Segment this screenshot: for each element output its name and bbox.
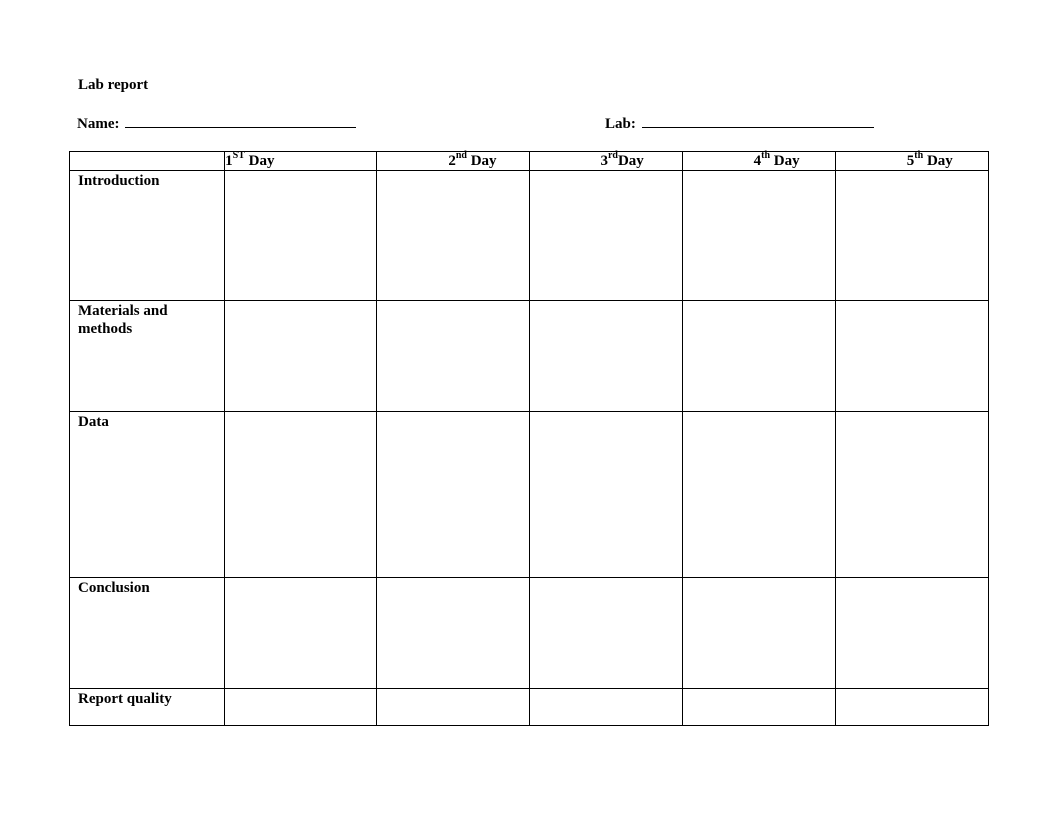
- page-title: Lab report: [78, 77, 149, 93]
- day-3-number: 3: [600, 153, 608, 169]
- day-3-suffix: rd: [607, 150, 618, 161]
- day-4-header: [682, 152, 835, 171]
- introduction-day-2-cell[interactable]: [377, 171, 530, 301]
- corner-cell: [70, 152, 225, 171]
- day-1-header: [225, 152, 377, 171]
- day-5-number: 5: [906, 153, 915, 169]
- day-1-suffix: ST: [232, 150, 245, 161]
- report-quality-label: Report quality: [70, 689, 225, 726]
- report-quality-day-5-cell[interactable]: [835, 689, 988, 726]
- data-day-3-cell[interactable]: [530, 412, 682, 578]
- name-label: Name:: [77, 116, 120, 132]
- report-grid: [69, 151, 989, 726]
- data-day-5-cell[interactable]: [835, 412, 988, 578]
- introduction-label: Introduction: [70, 171, 225, 301]
- materials-day-1-cell[interactable]: [225, 301, 377, 412]
- introduction-day-3-cell[interactable]: [530, 171, 682, 301]
- day-5-word: Day: [926, 153, 953, 169]
- introduction-day-5-cell[interactable]: [835, 171, 988, 301]
- materials-label: Materials and methods: [70, 301, 225, 412]
- name-blank-line[interactable]: [125, 113, 356, 128]
- materials-day-4-cell[interactable]: [682, 301, 835, 412]
- conclusion-day-4-cell[interactable]: [682, 578, 835, 689]
- materials-day-5-cell[interactable]: [835, 301, 988, 412]
- report-quality-day-3-cell[interactable]: [530, 689, 682, 726]
- day-2-header: [377, 152, 530, 171]
- conclusion-day-2-cell[interactable]: [377, 578, 530, 689]
- conclusion-day-3-cell[interactable]: [530, 578, 682, 689]
- day-5-header: [835, 152, 988, 171]
- day-3-word: Day: [617, 153, 644, 169]
- day-4-word: Day: [773, 153, 800, 169]
- day-2-number: 2: [448, 153, 456, 169]
- conclusion-day-1-cell[interactable]: [225, 578, 377, 689]
- materials-day-2-cell[interactable]: [377, 301, 530, 412]
- conclusion-day-5-cell[interactable]: [835, 578, 988, 689]
- header-row: [70, 152, 989, 171]
- conclusion-label: Conclusion: [70, 578, 225, 689]
- data-day-2-cell[interactable]: [377, 412, 530, 578]
- data-row: [70, 412, 989, 578]
- day-4-suffix: th: [761, 150, 771, 161]
- materials-row: [70, 301, 989, 412]
- day-1-number: 1: [225, 153, 233, 169]
- report-quality-day-2-cell[interactable]: [377, 689, 530, 726]
- day-5-suffix: th: [914, 150, 924, 161]
- lab-blank-line[interactable]: [642, 113, 874, 128]
- day-2-suffix: nd: [455, 150, 467, 161]
- conclusion-row: [70, 578, 989, 689]
- lab-field: [605, 113, 874, 133]
- report-quality-day-4-cell[interactable]: [682, 689, 835, 726]
- materials-day-3-cell[interactable]: [530, 301, 682, 412]
- data-label: Data: [70, 412, 225, 578]
- day-1-word: Day: [248, 153, 275, 169]
- introduction-day-4-cell[interactable]: [682, 171, 835, 301]
- report-quality-row: [70, 689, 989, 726]
- day-3-header: [530, 152, 682, 171]
- day-4-number: 4: [753, 153, 762, 169]
- introduction-day-1-cell[interactable]: [225, 171, 377, 301]
- data-day-4-cell[interactable]: [682, 412, 835, 578]
- report-quality-day-1-cell[interactable]: [225, 689, 377, 726]
- lab-label: Lab:: [605, 116, 636, 132]
- day-2-word: Day: [470, 153, 497, 169]
- introduction-row: [70, 171, 989, 301]
- data-day-1-cell[interactable]: [225, 412, 377, 578]
- name-field: [77, 113, 356, 133]
